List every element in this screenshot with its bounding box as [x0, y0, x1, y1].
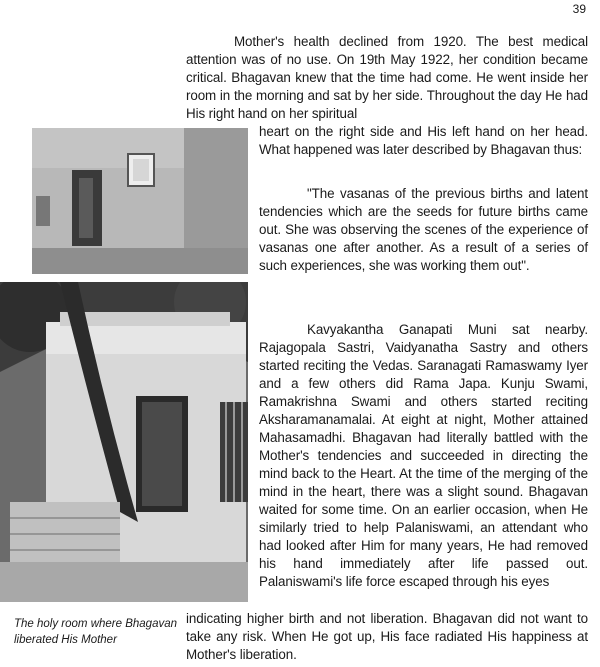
- quote-vasanas: "The vasanas of the previous births and latent tendencies which are the seeds for future births came out. She was observing the scenes of the experience of vasanas one after another. As a result of a series of such experiences, she was working them out".: [259, 186, 588, 273]
- photo-holy-room-exterior: [0, 282, 248, 602]
- paragraph-description: heart on the right side and His left hand on her head. What happened was later described by Bhagavan thus:: [259, 124, 588, 157]
- page-number: 39: [572, 2, 586, 16]
- photo-interior-room: [32, 128, 248, 274]
- paragraph-mahasamadhi: Kavyakantha Ganapati Muni sat nearby. Rajagopala Sastri, Vaidyanatha Sastry and others started reciting the Vedas. Saranagati Ramaswamy Iyer and a few others did Rama Japa. Kunju Swami, Ramakrishna Swami and others started reciting Aksharamanamalai. At eight at night, Mother attained Mahasamadhi. Bhagavan had literally battled with the Mother's tendencies and succeeded in directing the mind back to the Heart. At the time of the merging of the mind in the heart, there was a slight sound. Bhagavan waited for some time. On an earlier occasion, when He similarly tried to help Palaniswami, an attendant who had looked after Him for many years, He had removed his hand immediately after life passed out. Palaniswami's life force escaped through his eyes: [259, 322, 588, 589]
- paragraph-liberation: indicating higher birth and not liberation. Bhagavan did not want to take any risk. When He got up, His face radiated His happiness at Mother's liberation.: [186, 611, 588, 662]
- photo-caption: The holy room where Bhagavan liberated His Mother: [14, 618, 178, 646]
- paragraph-mothers-health: Mother's health declined from 1920. The best medical attention was of no use. On 19th May 1922, her condition became critical. Bhagavan knew that the time had come. He went inside her room in the morning and sat by her side. Throughout the day He had His right hand on her spiritual: [186, 34, 588, 121]
